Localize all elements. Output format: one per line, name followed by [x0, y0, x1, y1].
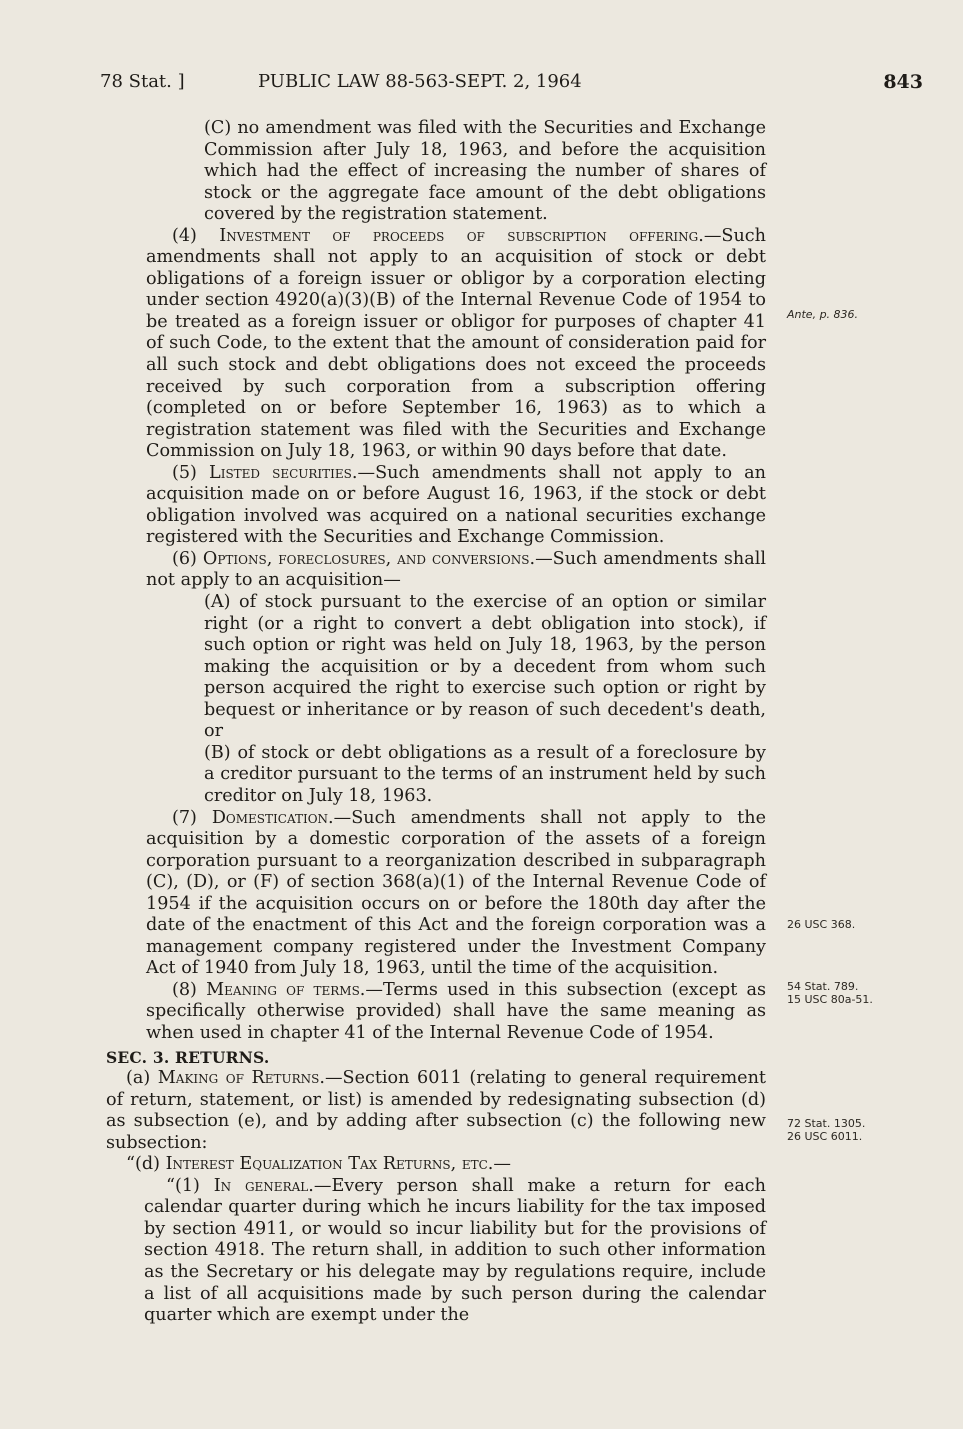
paragraph-6-number: (6) — [172, 548, 203, 569]
paragraph-7 — [106, 808, 766, 980]
margin-note-15-usc-80a-51: 15 USC 80a-51. — [787, 993, 873, 1006]
subparagraph-6a — [106, 592, 766, 743]
subsection-d-heading: Interest Equalization Tax Returns, etc. — [165, 1154, 494, 1175]
paragraph-5-text: —Such amendments shall not apply to an acquisition made on or before August 16, 1963, if the stock or debt obligation involved was acquired on a national securities exchange registered with the Securities and Exchange Commission. — [146, 462, 766, 548]
subparagraph-6b-text: (B) of stock or debt obligations as a result of a foreclosure by a creditor pursuant to the terms of an instrument held by such creditor on July 18, 1963. — [204, 742, 766, 806]
paragraph-8-number: (8) — [172, 979, 207, 1000]
paragraph-5-heading: Listed securities. — [209, 462, 358, 483]
subsection-d-text: — — [493, 1154, 511, 1175]
subparagraph-6a-text: (A) of stock pursuant to the exercise of an option or similar right (or a right to convert a debt obligation into stock), if such option or right was held on July 18, 1963, by the person making the acquisition or by a decedent from whom such person acquired the right to exercise such option or right by bequest or inheritance or by reason of such decedent's death, or — [204, 592, 766, 742]
paragraph-d1-number: “(1) — [166, 1175, 214, 1196]
paragraph-7-text: —Such amendments shall not apply to the acquisition by a domestic corporation of the assets of a foreign corporation pursuant to a reorganization described in subparagraph (C), (D), or (F) of section 368(a)(1) of the Internal Revenue Code of 1954 if the acquisition occurs on or before the 180th day after the date of the enactment of this Act and the foreign corporation was a management company registered under the Investment Company Act of 1940 from July 18, 1963, until the time of the acquisition. — [146, 807, 766, 979]
paragraph-6-heading: Options, foreclosures, and conversions. — [202, 548, 536, 569]
subparagraph-6b — [106, 743, 766, 808]
paragraph-7-number: (7) — [172, 807, 212, 828]
subsection-d-number: “(d) — [126, 1154, 166, 1175]
paragraph-5 — [106, 463, 766, 549]
subsection-a-heading: Making of Returns. — [157, 1068, 325, 1089]
margin-note-ante: Ante, p. 836. — [787, 308, 859, 321]
margin-note-54-stat-789: 54 Stat. 789. — [787, 980, 859, 993]
paragraph-7-heading: Domestication. — [211, 807, 334, 828]
paragraph-4-number: (4) — [172, 225, 220, 246]
margin-note-72-stat-1305: 72 Stat. 1305. — [787, 1117, 866, 1130]
paragraph-d1-heading: In general. — [213, 1175, 314, 1196]
body-text — [106, 118, 766, 1327]
page-number: 843 — [883, 71, 923, 93]
subsection-a — [106, 1068, 766, 1154]
paragraph-d1 — [106, 1176, 766, 1327]
paragraph-d1-text: —Every person shall make a return for each calendar quarter during which he incurs liability for the tax imposed by section 4911, or would so incur liability but for the provisions of section 4918. The return shall, in addition to such other information as the Secretary or his delegate may by regulations require, include a list of all acquisitions made by such person during the calendar quarter which are exempt under the — [144, 1175, 766, 1326]
subsection-a-number: (a) — [126, 1068, 158, 1089]
paragraph-8 — [106, 980, 766, 1045]
paragraph-8-heading: Meaning of terms. — [206, 979, 366, 1000]
margin-note-26-usc-6011: 26 USC 6011. — [787, 1130, 863, 1143]
paragraph-6 — [106, 549, 766, 592]
subparagraph-c-text: (C) no amendment was filed with the Securities and Exchange Commission after July 18, 1963, and before the acquisition which had the effect of increasing the number of shares of stock or the aggregate face amount of the debt obligations covered by the registration statement. — [204, 118, 766, 225]
margin-note-26-usc-368: 26 USC 368. — [787, 918, 856, 931]
paragraph-5-number: (5) — [172, 462, 210, 483]
header-title: PUBLIC LAW 88-563-SEPT. 2, 1964 — [258, 71, 582, 92]
subsection-a-text: —Section 6011 (relating to general requirement of return, statement, or list) is amended by redesignating subsection (d) as subsection (e), and by adding after subsection (c) the following new subsection: — [106, 1068, 767, 1153]
paragraph-4-heading: Investment of proceeds of subscription offering. — [219, 225, 704, 246]
paragraph-6-text: —Such amendments shall not apply to an acquisition— — [146, 548, 767, 591]
subsection-d — [106, 1154, 766, 1176]
paragraph-4-text: —Such amendments shall not apply to an acquisition of stock or debt obligations of a foreign issuer or obligor by a corporation electing under section 4920(a)(3)(B) of the Internal Revenue Code of 1954 to be treated as a foreign issuer or obligor for purposes of chapter 41 of such Code, to the extent that the amount of consideration paid for all such stock and debt obligations does not exceed the proceeds received by such corporation from a subscription offering (completed on or before September 16, 1963) as to which a registration statement was filed with the Securities and Exchange Commission on July 18, 1963, or within 90 days before that date. — [146, 225, 766, 462]
header-statute-ref: 78 Stat. ] — [100, 71, 185, 92]
paragraph-8-text: —Terms used in this subsection (except as specifically otherwise provided) shall have the same meaning as when used in chapter 41 of the Internal Revenue Code of 1954. — [146, 979, 767, 1043]
subparagraph-c — [106, 118, 766, 226]
paragraph-4 — [106, 226, 766, 463]
section-3-heading: SEC. 3. RETURNS. — [106, 1047, 270, 1067]
